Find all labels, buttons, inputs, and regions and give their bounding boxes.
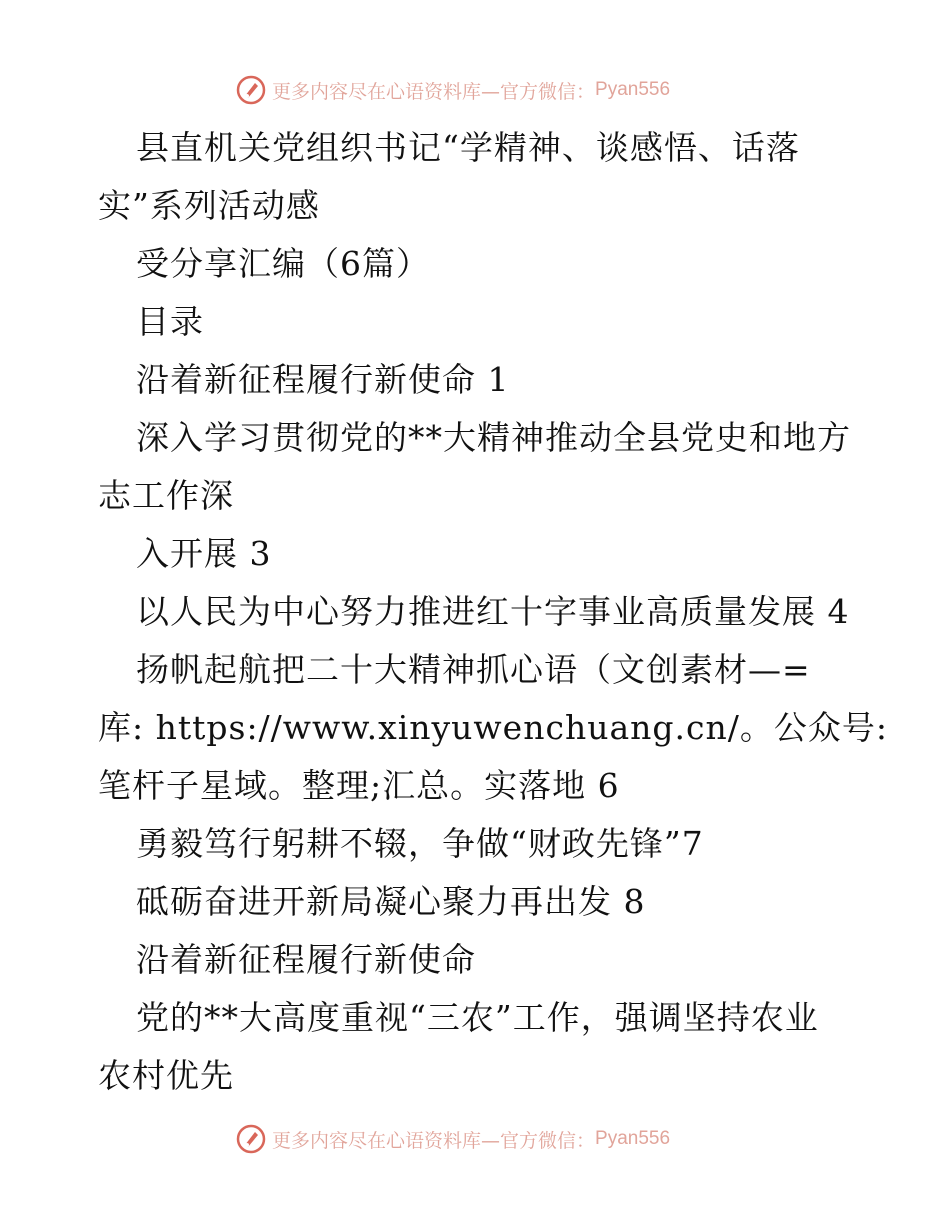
toc-heading: 目录 <box>136 302 204 341</box>
watermark-text: 更多内容尽在心语资料库—官方微信： <box>272 1129 596 1152</box>
toc-item: 深入学习贯彻党的**大精神推动全县党史和地方 <box>136 418 851 457</box>
pen-nib-logo <box>236 1124 266 1154</box>
toc-item: 砥砺奋进开新局凝心聚力再出发 8 <box>136 882 646 921</box>
body-paragraph-line: 党的**大高度重视“三农”工作，强调坚持农业 <box>136 998 819 1037</box>
footer-watermark <box>236 1122 716 1156</box>
watermark-handle: Pyan556 <box>595 79 671 100</box>
section-heading: 沿着新征程履行新使命 <box>136 940 476 979</box>
toc-item: 勇毅笃行躬耕不辍，争做“财政先锋”7 <box>136 824 704 863</box>
toc-item-continuation: 笔杆子星域。整理;汇总。实落地 6 <box>98 766 620 805</box>
toc-item: 扬帆起航把二十大精神抓心语（文创素材—= <box>136 650 811 689</box>
toc-item-continuation: 入开展 3 <box>136 534 272 573</box>
watermark-text: 更多内容尽在心语资料库—官方微信： <box>272 80 596 103</box>
header-watermark <box>236 73 716 107</box>
watermark-handle: Pyan556 <box>595 1128 671 1149</box>
doc-title-line-3: 受分享汇编（6篇） <box>136 244 430 283</box>
toc-item: 以人民为中心努力推进红十字事业高质量发展 4 <box>136 592 850 631</box>
toc-item-continuation: 库: https://www.xinyuwenchuang.cn/。公众号: <box>98 708 888 747</box>
toc-item-continuation: 志工作深 <box>98 476 234 515</box>
doc-title-line-1: 县直机关党组织书记“学精神、谈感悟、话落 <box>136 128 800 167</box>
body-paragraph-line: 农村优先 <box>98 1056 234 1095</box>
pen-nib-logo <box>236 75 266 105</box>
toc-item: 沿着新征程履行新使命 1 <box>136 360 510 399</box>
doc-title-line-2: 实”系列活动感 <box>98 186 320 225</box>
